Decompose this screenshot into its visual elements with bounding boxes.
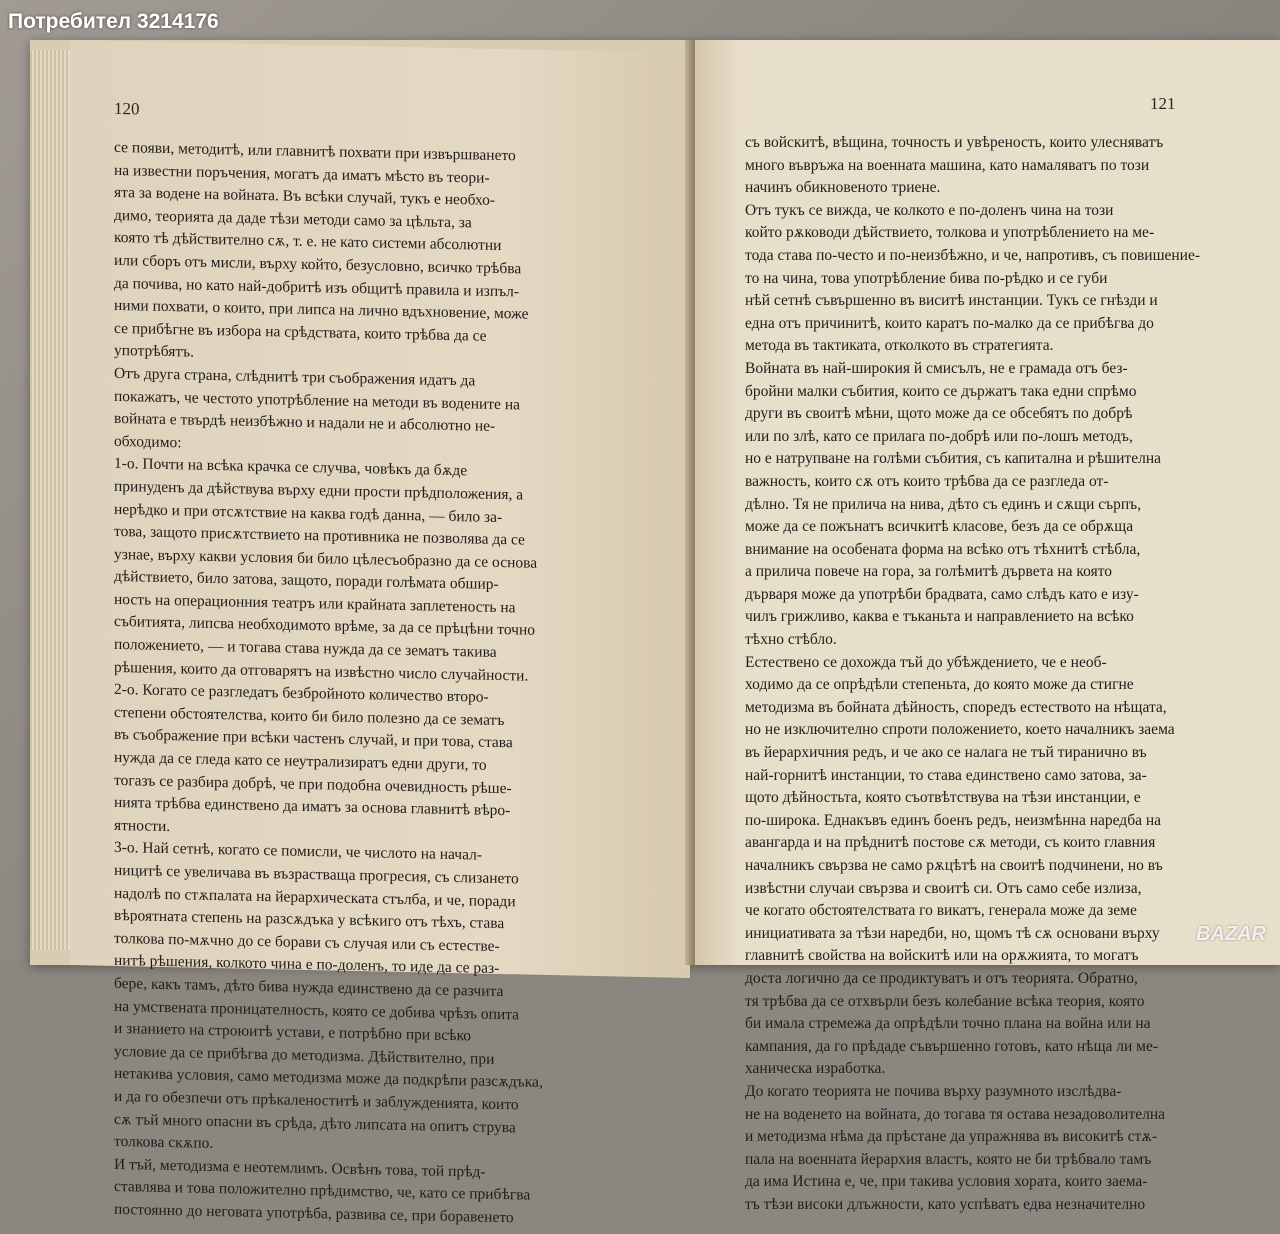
text-line: толкова по-мѫчно до се борави съ случая или съ естестве- <box>114 929 500 955</box>
text-line: надолѣ по стѫпалата на йерархическата стълба, и че, поради <box>114 884 516 910</box>
text-line: главнитѣ свойства на войскитѣ или на орѫжията, то могатъ <box>745 947 1139 965</box>
text-line: вѣроятната степень на разсѫдъка у всѣкиго отъ тѣхъ, става <box>114 907 505 933</box>
text-line: толкова скѫпо. <box>114 1133 214 1153</box>
text-line: Отъ тукъ се вижда, че колкото е по-доленъ чина на този <box>745 201 1114 219</box>
text-line: нитѣ рѣшения, колкото чина е по-доленъ, то иде да се раз- <box>114 952 500 978</box>
text-line: щото дѣйностьта, която съотвѣтствува на тѣзи инстанции, е <box>745 789 1141 807</box>
text-line: дѣлно. Тя не прилича на нива, дѣто съ единъ и сѫщи сърпъ, <box>745 495 1142 513</box>
text-line: може да се пожънатъ всичкитѣ класове, безъ да се обрѫща <box>745 518 1134 536</box>
text-line: на умствената проницателность, която се добива чрѣзъ опита <box>114 997 520 1023</box>
text-line: се прибѣгне въ избора на срѣдствата, които трѣбва да се <box>114 319 487 345</box>
text-line: доста логично да се продиктуватъ и отъ теорията. Обратно, <box>745 969 1138 987</box>
text-line: 3-о. Най сетнѣ, когато се помисли, че числото на начал- <box>114 839 483 865</box>
text-line: ницитѣ се увеличава въ възрастваща прогресия, съ слизането <box>114 861 519 888</box>
seller-watermark: Потребител 3214176 <box>8 10 219 33</box>
text-line: други въ своитѣ мѣни, щото може да се обсебятъ по добрѣ <box>745 405 1133 423</box>
text-line: методизма въ бойната дѣйность, споредъ естеството на нѣщата, <box>745 698 1167 716</box>
text-line: или по злѣ, като се прилага по-добрѣ или по-лошъ методъ, <box>745 427 1133 445</box>
text-line: нѣй сетнѣ съвършенно въ виситѣ инстанции. Тукъ се гнѣзди и <box>745 292 1158 310</box>
text-line: и да го обезпечи отъ прѣкаленоститѣ и заблужденията, които <box>114 1087 519 1114</box>
bazar-logo: BAZAR <box>1196 923 1266 945</box>
text-line: би имала стремежа да опрѣдѣли точно плана на война или на <box>745 1015 1151 1033</box>
text-line: ятности. <box>114 816 171 835</box>
text-line: До когато теорията не почива върху разумното изслѣдва- <box>745 1082 1122 1100</box>
text-line: извѣстни случаи свързва и своитѣ си. Отъ само себе излиза, <box>745 879 1142 897</box>
text-line: въ съображение при всѣки частенъ случай, и при това, става <box>114 726 513 752</box>
right-page <box>695 40 1280 1213</box>
text-line: на известни поръчения, могатъ да иматъ мѣсто въ теори- <box>114 161 490 187</box>
text-line: обходимо: <box>114 432 182 452</box>
text-line: и методизма нѣма да прѣстане да упражнява въ високитѣ стѫ- <box>745 1128 1158 1146</box>
text-line: 1-о. Почти на всѣка крачка се случва, човѣкъ да бѫде <box>114 455 468 480</box>
text-line: дѣйствието, било затова, защото, поради голѣмата обшир- <box>114 568 499 594</box>
text-line: важность, които сѫ отъ които трѣбва да се разгледа от- <box>745 472 1109 490</box>
text-line: тя трѣбва да се отхвърли безъ колебание всѣка теория, която <box>745 992 1145 1010</box>
text-line: въ йерархичния редъ, и че ако се налага не тъй тиранично въ <box>745 744 1147 762</box>
text-line: и знанието на строюитѣ устави, е потрѣбно при всѣко <box>114 1020 472 1045</box>
text-line: внимание на особената форма на всѣко отъ тѣхнитѣ стѣбла, <box>745 540 1141 558</box>
text-line: чилъ грижливо, каква е тъканьта и направлението на всѣко <box>745 608 1134 626</box>
text-line: или сборъ отъ мисли, върху който, безусловно, всичко трѣбва <box>114 251 522 278</box>
text-line: авангарда и на прѣднитѣ постове сѫ методи, съ които главния <box>745 834 1156 852</box>
text-line: рѣшения, които да отговарятъ на извѣстно число случайности. <box>114 658 529 685</box>
text-line: степени обстоятелства, които би било полезно да се зематъ <box>114 703 505 729</box>
text-line: ханическа изработка. <box>745 1060 886 1078</box>
open-book <box>30 40 1280 1227</box>
text-line: началникъ свързва не само рѫцѣтѣ на своитѣ подчинени, но въ <box>745 857 1163 874</box>
text-line: нетакива условия, само методизма може да подкрѣпи разсѫдъка, <box>114 1065 543 1092</box>
text-line: тода става по-често и по-неизбѣжно, и че, напротивъ, съ повишение- <box>745 246 1201 264</box>
text-line: много въвръжа на военната машина, като намаляватъ по този <box>745 156 1150 174</box>
text-line: не на воденето на войната, до тогава тя остава незадоволителна <box>745 1105 1166 1123</box>
text-line: една отъ причинитѣ, които каратъ по-малко да се прибѣгва до <box>745 314 1154 332</box>
text-line: бере, какъ тамъ, дѣто бива нужда единствено да се разчита <box>114 974 504 1001</box>
text-line: положението, — и тогава става нужда да се зематъ такива <box>114 635 497 661</box>
left-page <box>70 40 690 1227</box>
text-line: по-широка. Еднакъвъ единъ боенъ редъ, неизмѣнна наредба на <box>745 811 1162 829</box>
text-line: ними похвати, о които, при липса на лично вдъхновение, може <box>114 297 529 323</box>
text-line: бройни малки събития, които се държатъ така едни спрѣмо <box>745 382 1137 400</box>
right-page-text <box>745 132 1250 1217</box>
text-line: постоянно до неговата употрѣба, развива се, при боравенето <box>114 1200 514 1227</box>
text-line: Войната въ най-широкия й смисълъ, не е грамада отъ без- <box>745 359 1128 377</box>
text-line: войната е твърдѣ неизбѣжно и надали не и абсолютно не- <box>114 410 496 436</box>
text-line: а прилича повече на гора, за голѣмитѣ дървета на която <box>745 563 1113 581</box>
text-line: Естествено се дохожда тъй до убѣждението, че е необ- <box>745 653 1107 671</box>
text-line: И тъй, методизма е неотемлимъ. Освѣнъ това, той прѣд- <box>114 1155 486 1181</box>
text-line: узнае, върху какви условия би било цѣлесъобразно да се основа <box>114 545 538 572</box>
text-line: дърваря може да употрѣби брадвата, само слѣдъ като е изу- <box>745 585 1139 603</box>
text-line: нерѣдко и при отсѫтствие на каква годѣ данна, — било за- <box>114 500 503 526</box>
text-line: тогазъ се разбира добрѣ, че при подобна очевидность рѣше- <box>114 771 512 797</box>
text-line: нужда да се гледа като се неутрализиратъ едни други, то <box>114 748 487 774</box>
text-line: който рѫководи дѣйствието, толкова и употрѣблението на ме- <box>745 224 1155 242</box>
page-edges <box>30 50 72 950</box>
right-page-number: 121 <box>1150 94 1176 113</box>
text-line: 2-о. Когато се разгледатъ безбройното количество второ- <box>114 681 489 707</box>
text-line: която тѣ дѣйствително сѫ, т. е. не като системи абсолютни <box>114 229 502 255</box>
text-line: но е натрупване на голѣми събития, съ капитална и рѣшителна <box>745 450 1161 468</box>
text-line: ходимо да се опрѣдѣли степеньта, до която може да стигне <box>745 676 1134 694</box>
left-page-number: 120 <box>114 98 140 119</box>
text-line: условие да се прибѣгва до методизма. Дѣйствително, при <box>114 1042 495 1068</box>
text-line: инициативата за тѣзи наредби, но, щомъ тѣ сѫ основани върху <box>745 924 1160 942</box>
text-line: принуденъ да дѣйствува върху едни прости прѣдположения, а <box>114 477 524 504</box>
text-line: сѫ тъй много опасни въ срѣда, дѣто липсата на опитъ струва <box>114 1110 516 1136</box>
text-line: това, защото присѫтствието на противника не позволява да се <box>114 523 525 549</box>
text-line: покажатъ, че честото употрѣбление на методи въ водените на <box>114 387 520 413</box>
text-line: най-горнитѣ инстанции, то става единствено само затова, за- <box>745 766 1147 784</box>
text-line: но не изключително спроти положението, което началникъ заема <box>745 721 1175 739</box>
left-page-text <box>114 137 649 1233</box>
text-line: метода въ тактиката, отколкото въ стратегията. <box>745 337 1054 355</box>
text-line: ставлява и това положително прѣдимство, че, като се прибѣгва <box>114 1178 531 1204</box>
text-line: употрѣбятъ. <box>114 342 195 361</box>
text-line: Отъ друга страна, слѣднитѣ три съображения идатъ да <box>114 364 476 390</box>
text-line: кампания, да го прѣдаде съвършенно готовъ, като нѣща ли ме- <box>745 1037 1159 1055</box>
text-line: да има Истина е, че, при такива условия хората, които заема- <box>745 1173 1148 1191</box>
text-line: ность на операционния театръ или крайната заплетеность на <box>114 590 516 617</box>
text-line: че когато обстоятелствата го викатъ, генерала може да земе <box>745 902 1137 920</box>
text-line: събитията, липсва необходимото врѣме, за да се прѣцѣни точно <box>114 613 536 640</box>
text-line: пала на военната йерархия властъ, която не би трѣбвало тамъ <box>745 1150 1152 1168</box>
text-line: начинъ обикновеното триене. <box>745 179 941 197</box>
text-line: ята за водене на войната. Въ всѣки случай, тукъ е необхо- <box>114 184 496 210</box>
text-line: тѣхно стѣбло. <box>745 631 837 649</box>
text-line: нията трѣбва единствено да иматъ за основа главнитѣ вѣро- <box>114 794 511 820</box>
text-line: съ войскитѣ, вѣщина, точность и увѣреность, които улесняватъ <box>745 134 1164 151</box>
text-line: се появи, методитѣ, или главнитѣ похвати при извършването <box>114 138 516 165</box>
text-line: тъ тѣзи високи длъжности, като успѣватъ едва незначително <box>745 1195 1146 1213</box>
text-line: да почива, но като най-добритѣ изъ общитѣ правила и изпъл- <box>114 274 520 300</box>
text-line: димо, теорията да даде тѣзи методи само за цѣльта, за <box>114 206 472 232</box>
text-line: то на чина, това употрѣбление бива по-рѣдко и се губи <box>745 269 1108 287</box>
